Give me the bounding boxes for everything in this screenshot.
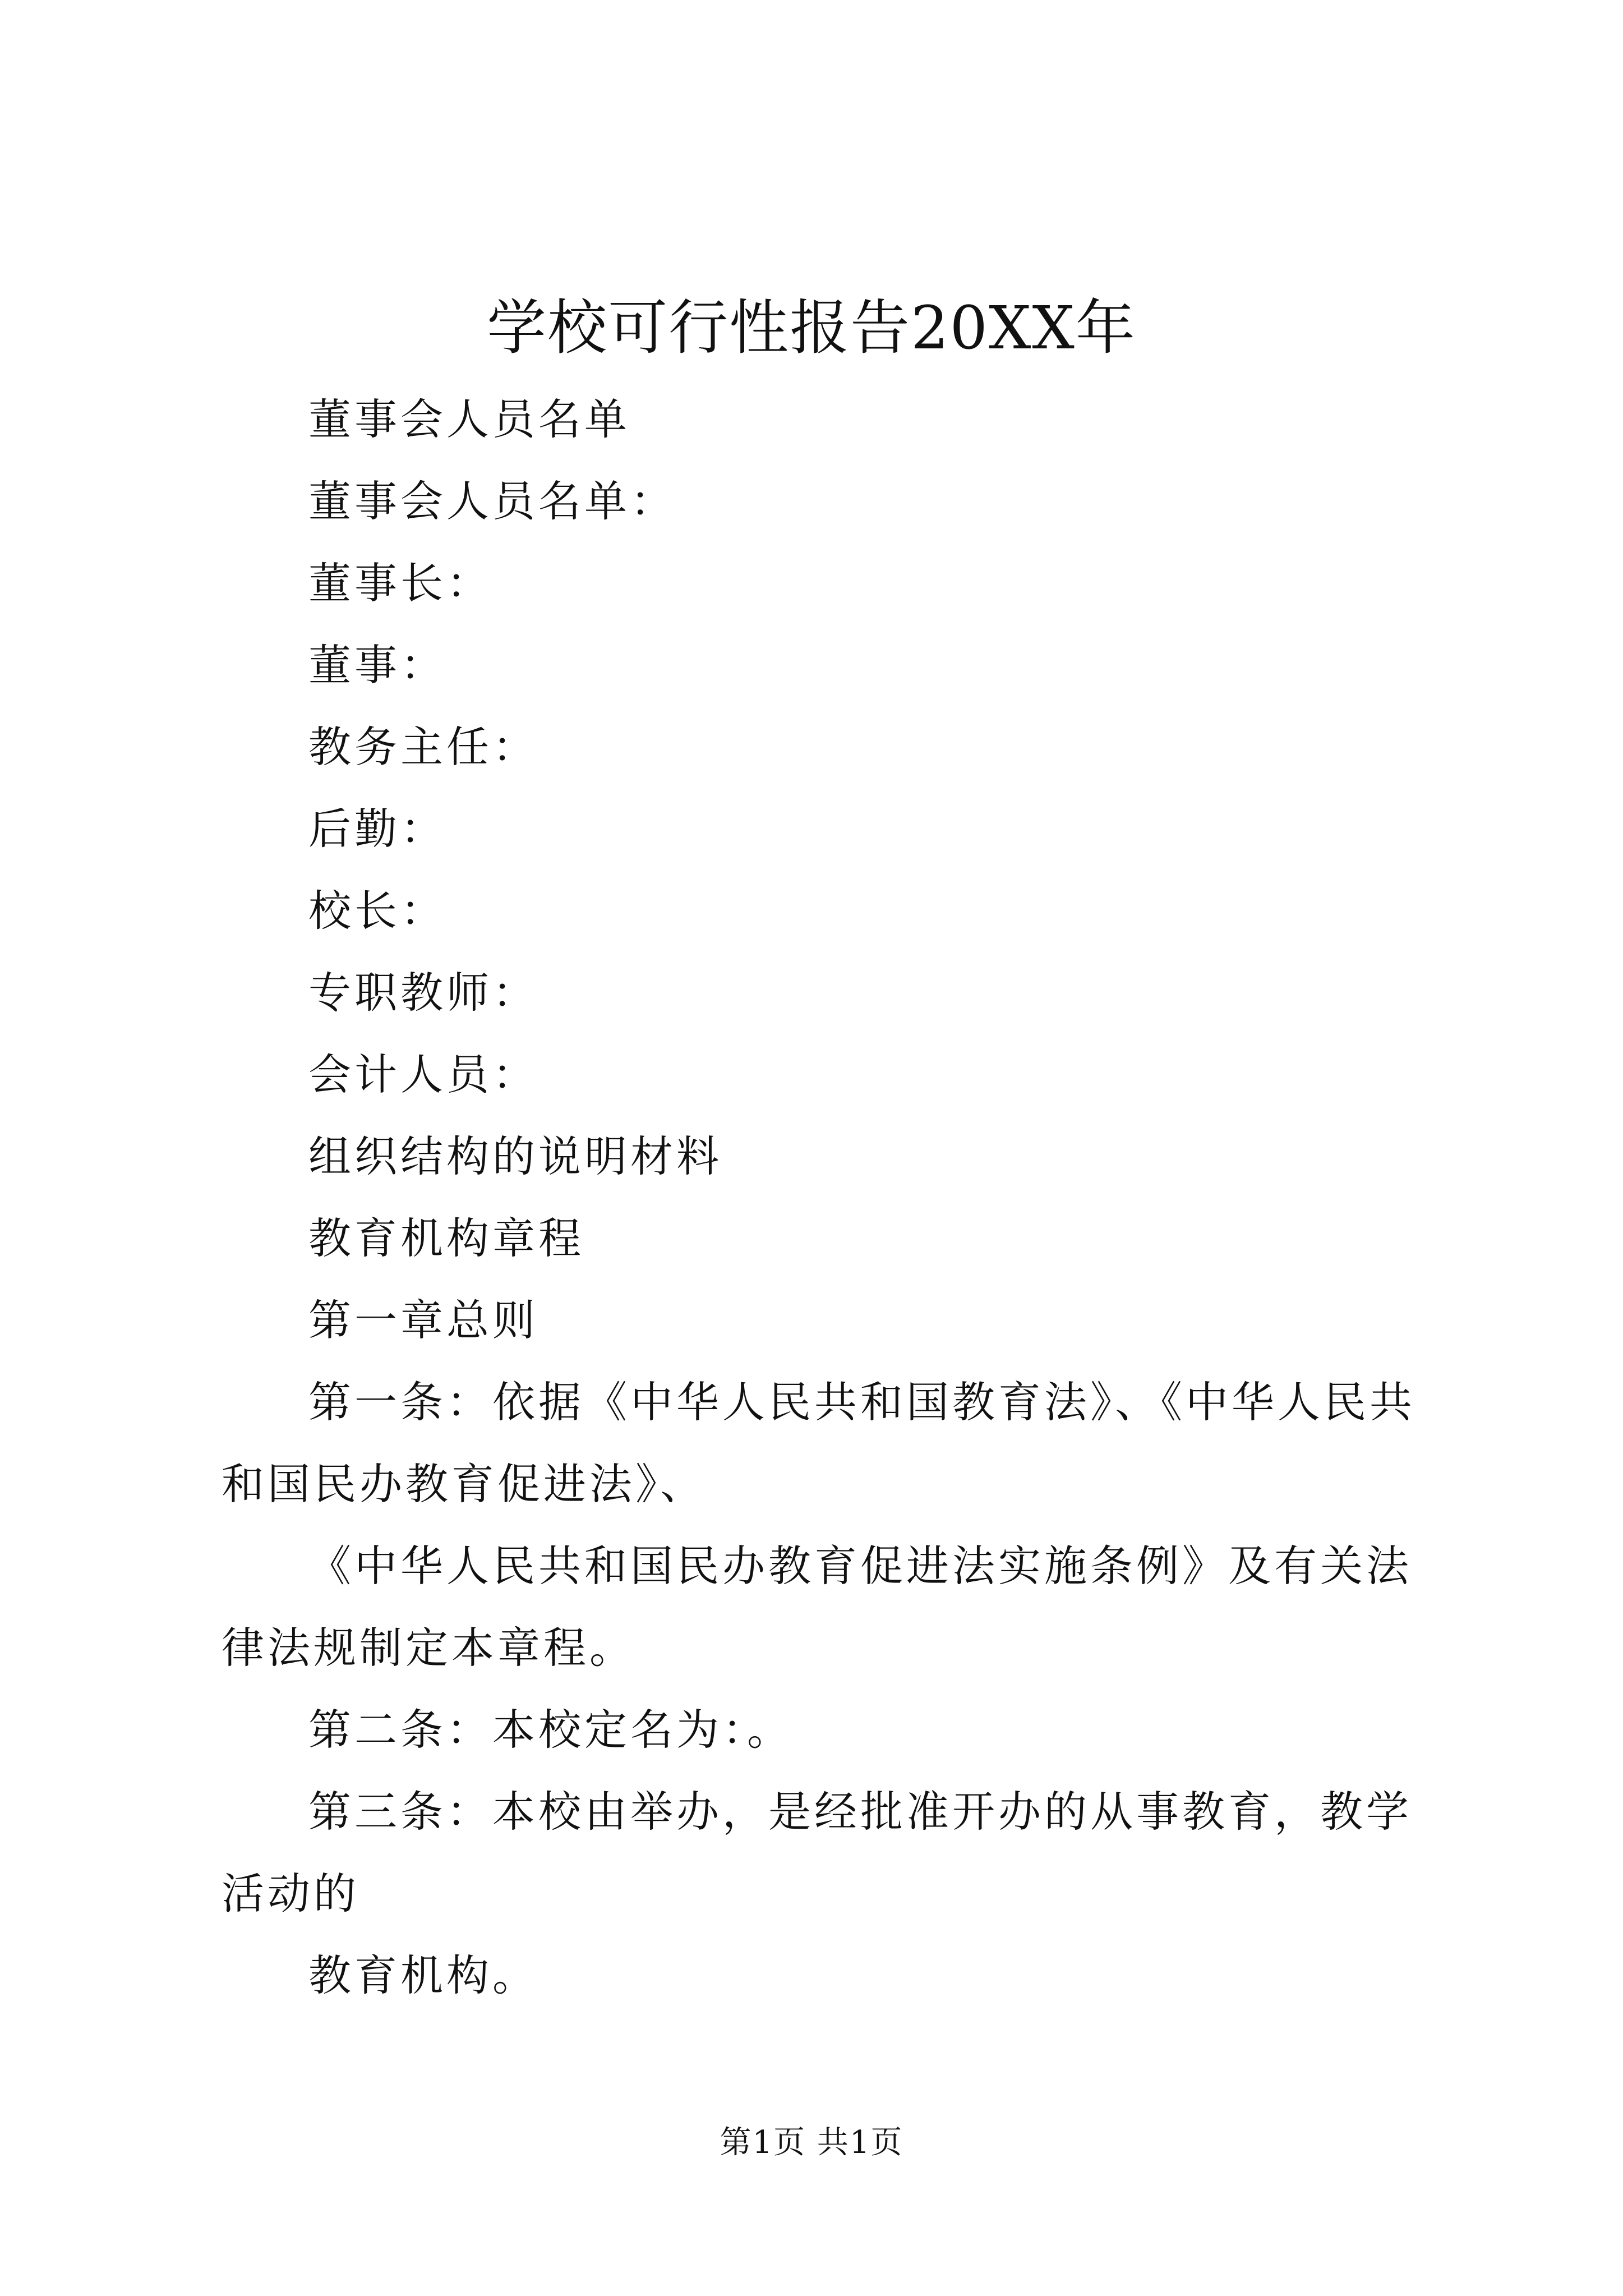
paragraph-board-list-heading: 董事会人员名单 (308, 394, 630, 444)
paragraph-article-two: 第二条：本校定名为：。 (308, 1705, 793, 1755)
paragraph-article-one: 第一条：依据《中华人民共和国教育法》、《中华人民共和国民办教育促进法》、 (222, 1377, 1415, 1509)
paragraph-org-structure: 组织结构的说明材料 (308, 1131, 722, 1181)
paragraph-teachers: 专职教师： (308, 968, 538, 1018)
paragraph-article-three-cont: 教育机构。 (308, 1950, 538, 2000)
paragraph-board-list-label: 董事会人员名单： (308, 476, 676, 526)
page-footer: 第1页 共1页 (720, 2124, 903, 2161)
paragraph-logistics: 后勤： (308, 804, 446, 854)
paragraph-accountants: 会计人员： (308, 1050, 538, 1099)
paragraph-chapter-one: 第一章总则 (308, 1295, 538, 1345)
paragraph-charter: 教育机构章程 (308, 1213, 584, 1263)
document-title: 学校可行性报告20XX年 (487, 293, 1136, 362)
paragraph-article-one-cont: 《中华人民共和国民办教育促进法实施条例》及有关法律法规制定本章程。 (222, 1541, 1412, 1673)
paragraph-principal: 校长： (308, 886, 446, 936)
paragraph-director: 董事： (308, 640, 446, 690)
document-body (222, 379, 1427, 2017)
paragraph-academic-director: 教务主任： (308, 722, 538, 772)
paragraph-article-three: 第三条：本校由举办，是经批准开办的从事教育，教学活动的 (222, 1787, 1412, 1918)
paragraph-chairman: 董事长： (308, 558, 492, 608)
